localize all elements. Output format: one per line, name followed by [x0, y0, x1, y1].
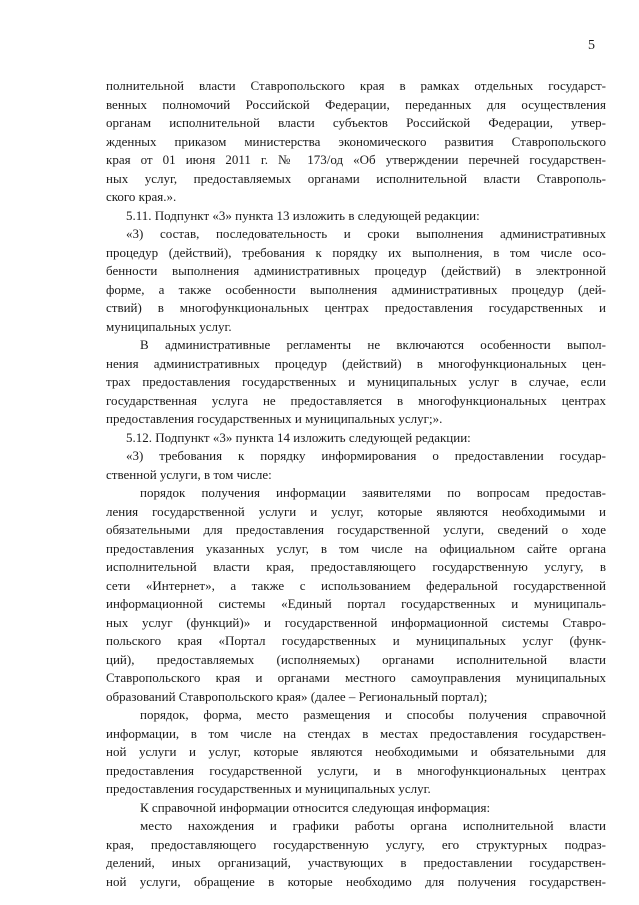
text-line: края от 01 июня 2011 г. № 173/од «Об утверждении перечней государствен-: [106, 152, 606, 167]
text-line: обязательными для предоставления государственной услуги, сведений о ходе: [106, 522, 606, 537]
text-line: процедур (действий), требования к порядку их выполнения, в том числе осо-: [106, 244, 606, 260]
text-line: делений, иных организаций, участвующих в предоставлении государствен-: [106, 855, 606, 870]
text-line: ствий) в многофункциональных центрах предоставления государственных и: [106, 300, 606, 315]
text-line: нения административных процедур (действий) в многофункциональных цен-: [106, 355, 606, 371]
text-line: трах предоставления государственных и муниципальных услуг в случае, если: [106, 374, 606, 389]
text-line: ной услуги и услуг, которые являются необходимыми и обязательными для: [106, 744, 606, 759]
text-line: информации, в том числе на стендах в местах предоставления государствен-: [106, 725, 606, 741]
text-line: венных полномочий Российской Федерации, переданных для осуществления: [106, 96, 606, 112]
text-line: информационной системы «Единый портал государственных и муниципаль-: [106, 596, 606, 611]
text-line: ных услуг (функций)» и государственной информационной системы Ставро-: [106, 614, 606, 630]
text-line: ций), предоставляемых (исполняемых) органами исполнительной власти: [106, 651, 606, 667]
text-line: полнительной власти Ставропольского края в рамках отдельных государст-: [106, 78, 606, 93]
text-line: ления государственной услуги и услуг, которые являются необходимыми и: [106, 503, 606, 519]
text-line: предоставления государственных и муниципальных услуг.: [106, 781, 431, 796]
text-line: жденных приказом министерства экономического развития Ставропольского: [106, 133, 606, 149]
text-line: форме, а также особенности выполнения административных процедур (дей-: [106, 281, 606, 297]
text-line: исполнительной власти края, предоставляющего государственную услугу, в: [106, 559, 606, 574]
text-line: государственная услуга не предоставляется в многофункциональных центрах: [106, 392, 606, 408]
text-line: ственной услуги, в том числе:: [106, 466, 272, 482]
text-line: место нахождения и графики работы органа исполнительной власти: [140, 818, 606, 833]
text-line: К справочной информации относится следующая информация:: [140, 799, 491, 815]
text-line: ной услуги, обращение в которые необходимо для получения государствен-: [106, 873, 606, 889]
text-line: Ставропольского края и органами местного самоуправления муниципальных: [106, 670, 606, 685]
text-line: польского края «Портал государственных и муниципальных услуг (функ-: [106, 633, 606, 648]
text-line: органам исполнительной власти субъектов Российской Федерации, утвер-: [106, 115, 606, 130]
text-line: предоставления указанных услуг, в том числе на официальном сайте органа: [106, 540, 606, 556]
text-line: края, предоставляющего государственную услугу, его структурных подраз-: [106, 836, 606, 852]
text-line: ского края.».: [106, 189, 177, 204]
text-line: сети «Интернет», а также с использованием федеральной государственной: [106, 577, 606, 593]
text-line: образований Ставропольского края» (далее – Региональный портал);: [106, 688, 488, 704]
text-line: порядок получения информации заявителями по вопросам предостав-: [140, 485, 606, 500]
page-number: 5: [588, 38, 595, 53]
text-line: «3) состав, последовательность и сроки выполнения административных: [126, 226, 606, 241]
text-line: «3) требования к порядку информирования о предоставлении государ-: [126, 448, 606, 463]
text-line: 5.12. Подпункт «3» пункта 14 изложить следующей редакции:: [126, 429, 471, 445]
text-line: предоставления государственной услуги, и в многофункциональных центрах: [106, 762, 606, 778]
text-line: бенности выполнения административных процедур (действий) в электронной: [106, 263, 606, 278]
text-line: ных услуг, предоставляемых органами исполнительной власти Ставрополь-: [106, 170, 606, 186]
text-line: 5.11. Подпункт «3» пункта 13 изложить в следующей редакции:: [126, 207, 480, 223]
text-line: порядок, форма, место размещения и способы получения справочной: [140, 707, 606, 722]
text-line: муниципальных услуг.: [106, 318, 232, 334]
document-body: [106, 77, 606, 891]
text-line: предоставления государственных и муниципальных услуг;».: [106, 411, 443, 426]
text-line: В административные регламенты не включаются особенности выпол-: [140, 337, 606, 352]
